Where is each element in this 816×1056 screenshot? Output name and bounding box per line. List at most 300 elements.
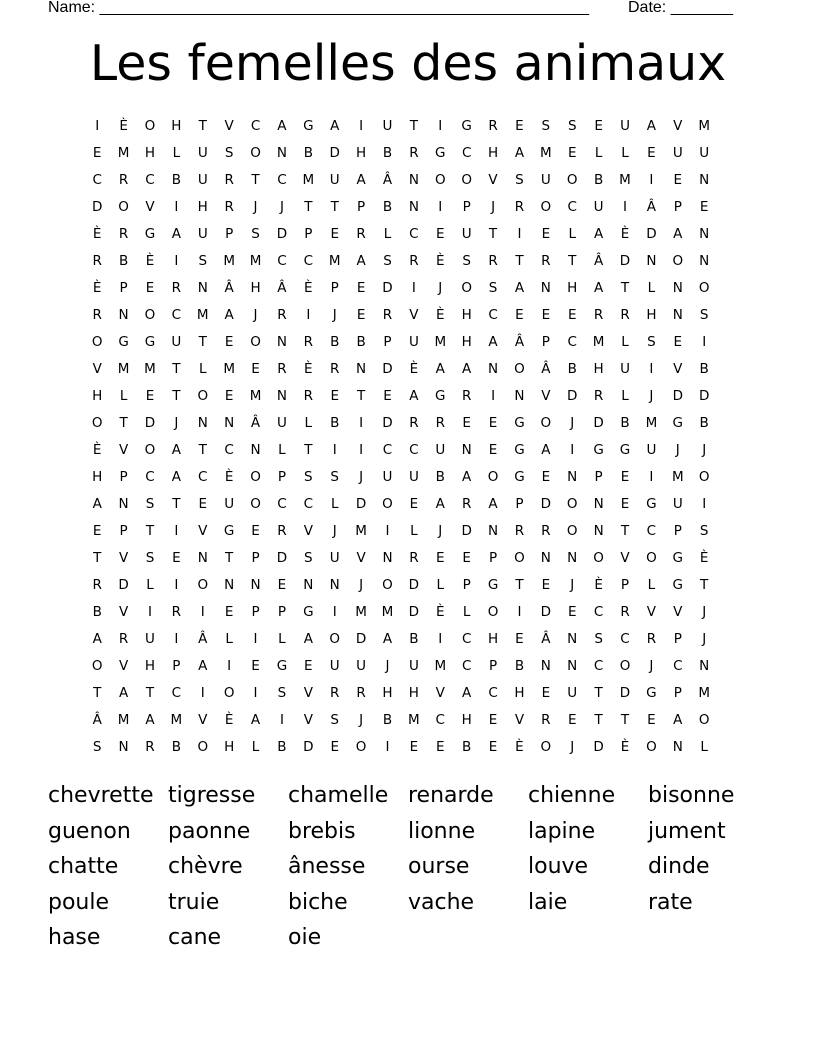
grid-letter: P (488, 658, 498, 674)
grid-letter: N (408, 172, 419, 188)
grid-letter: R (171, 604, 182, 620)
grid-letter: E (304, 658, 313, 674)
grid-letter: L (198, 361, 207, 377)
grid-letter: A (277, 118, 287, 134)
grid-letter: S (567, 118, 577, 134)
grid-letter: P (172, 658, 181, 674)
grid-letter: C (250, 118, 261, 134)
grid-letter: I (200, 604, 205, 620)
grid-letter: L (621, 145, 629, 161)
grid-letter: L (647, 577, 656, 593)
grid-letter: T (93, 550, 102, 566)
grid-letter: A (514, 145, 525, 161)
grid-letter: N (514, 388, 525, 404)
grid-letter: L (462, 604, 471, 620)
grid-letter: J (491, 199, 496, 215)
grid-letter: I (253, 631, 258, 647)
grid-letter: A (462, 361, 472, 377)
grid-letter: A (462, 685, 472, 701)
grid-letter: N (540, 550, 551, 566)
grid-letter: J (332, 523, 337, 539)
grid-letter: A (673, 226, 683, 242)
grid-letter: B (699, 361, 709, 377)
date-field-label: Date: _______ (628, 0, 733, 16)
grid-letter: E (620, 496, 630, 512)
grid-letter: A (514, 280, 525, 296)
grid-row (84, 168, 756, 195)
grid-letter: N (593, 496, 604, 512)
grid-letter: N (118, 496, 129, 512)
grid-letter: E (515, 631, 524, 647)
grid-letter: G (646, 685, 657, 701)
grid-letter: J (649, 388, 654, 404)
grid-letter: O (461, 280, 472, 296)
grid-letter: E (92, 145, 102, 161)
grid-letter: S (330, 712, 339, 728)
grid-letter: S (462, 253, 471, 269)
grid-row (84, 411, 756, 438)
grid-letter: J (570, 415, 575, 431)
grid-letter: H (514, 685, 525, 701)
grid-letter: U (197, 172, 208, 188)
word-list-item: hase (48, 925, 101, 950)
grid-letter: B (382, 145, 393, 161)
grid-letter: P (488, 550, 498, 566)
grid-letter: C (92, 172, 102, 188)
grid-letter: P (119, 469, 128, 485)
grid-row (84, 222, 756, 249)
grid-letter: E (436, 226, 445, 242)
grid-letter: A (224, 307, 234, 323)
grid-letter: H (408, 685, 419, 701)
grid-letter: S (699, 307, 709, 323)
grid-row (84, 303, 756, 330)
grid-letter: L (621, 334, 629, 350)
grid-letter: Â (514, 334, 525, 350)
grid-letter: B (382, 712, 393, 728)
grid-letter: È (224, 712, 234, 728)
grid-letter: O (197, 577, 209, 593)
grid-letter: H (171, 118, 182, 134)
grid-letter: N (646, 253, 657, 269)
grid-letter: E (567, 145, 577, 161)
grid-letter: N (224, 577, 235, 593)
grid-row (84, 627, 756, 654)
word-list-item: brebis (288, 818, 356, 844)
grid-letter: P (673, 631, 682, 647)
grid-letter: H (382, 685, 393, 701)
grid-letter: U (382, 469, 393, 485)
grid-letter: P (277, 469, 286, 485)
grid-letter: M (302, 172, 315, 188)
grid-letter: V (303, 523, 313, 539)
grid-letter: O (250, 496, 261, 512)
grid-letter: A (488, 496, 498, 512)
grid-letter: R (118, 226, 129, 242)
grid-letter: V (118, 550, 129, 566)
grid-letter: G (303, 604, 314, 620)
grid-letter: C (198, 469, 208, 485)
grid-letter: O (646, 739, 657, 755)
grid-letter: J (253, 199, 258, 215)
grid-letter: S (251, 226, 260, 242)
grid-letter: U (408, 334, 419, 350)
grid-letter: O (118, 199, 129, 215)
grid-letter: T (356, 388, 366, 404)
grid-letter: G (672, 577, 684, 593)
grid-letter: A (673, 712, 683, 728)
grid-letter: R (409, 415, 419, 431)
grid-letter: R (409, 550, 419, 566)
grid-letter: V (224, 118, 234, 134)
word-list-item: dinde (648, 854, 710, 879)
grid-letter: B (330, 334, 340, 350)
word-list-item: rate (648, 889, 693, 915)
grid-letter: N (276, 388, 287, 404)
grid-letter: N (250, 577, 261, 593)
grid-letter: R (382, 307, 393, 323)
grid-letter: C (593, 658, 604, 674)
grid-row (84, 492, 756, 519)
grid-letter: C (382, 442, 393, 458)
grid-letter: P (673, 685, 682, 701)
grid-letter: E (488, 415, 498, 431)
grid-letter: P (357, 199, 366, 215)
grid-letter: È (620, 739, 630, 755)
grid-letter: N (382, 550, 393, 566)
grid-letter: E (699, 199, 709, 215)
grid-letter: D (646, 226, 657, 242)
grid-row (84, 681, 756, 708)
grid-letter: L (172, 145, 181, 161)
grid-row (84, 195, 756, 222)
grid-letter: J (702, 631, 707, 647)
grid-letter: T (251, 172, 260, 188)
grid-letter: È (224, 469, 234, 485)
grid-letter: V (118, 658, 129, 674)
grid-letter: T (594, 685, 603, 701)
grid-letter: C (461, 658, 472, 674)
grid-letter: I (623, 199, 627, 215)
grid-letter: V (118, 604, 129, 620)
grid-letter: C (145, 172, 155, 188)
grid-letter: H (92, 388, 103, 404)
word-list-item: tigresse (168, 783, 256, 808)
grid-letter: È (436, 253, 445, 269)
grid-letter: O (144, 307, 156, 323)
grid-letter: P (673, 199, 682, 215)
grid-letter: B (92, 604, 102, 620)
grid-letter: M (619, 172, 631, 188)
grid-letter: U (356, 658, 367, 674)
grid-letter: C (435, 712, 445, 728)
grid-letter: G (435, 388, 446, 404)
grid-letter: D (382, 415, 393, 431)
grid-letter: G (514, 415, 525, 431)
grid-letter: M (408, 712, 420, 728)
grid-letter: I (174, 253, 179, 269)
grid-letter: M (249, 388, 262, 404)
grid-letter: H (144, 145, 156, 161)
grid-letter: M (671, 469, 684, 485)
grid-letter: I (385, 523, 390, 539)
grid-letter: J (570, 739, 575, 755)
grid-letter: E (488, 712, 498, 728)
grid-letter: E (198, 496, 208, 512)
grid-letter: B (593, 172, 604, 188)
grid-letter: P (673, 523, 682, 539)
grid-letter: U (224, 496, 235, 512)
grid-letter: E (462, 415, 471, 431)
grid-letter: E (409, 739, 419, 755)
grid-letter: È (436, 604, 445, 620)
grid-letter: V (303, 712, 313, 728)
grid-letter: I (253, 685, 258, 701)
word-list-item: laie (528, 889, 568, 915)
grid-letter: N (567, 631, 578, 647)
grid-letter: N (699, 172, 710, 188)
name-field-label: Name: _______________________________________________________ (48, 0, 589, 16)
word-list-item: guenon (48, 818, 131, 844)
grid-letter: L (383, 226, 392, 242)
grid-letter: E (224, 604, 234, 620)
grid-letter: C (171, 307, 182, 323)
grid-letter: S (145, 496, 155, 512)
grid-letter: I (174, 577, 179, 593)
grid-letter: E (356, 280, 366, 296)
grid-letter: H (92, 469, 103, 485)
grid-letter: H (593, 361, 604, 377)
grid-letter: R (92, 577, 102, 593)
grid-letter: C (303, 496, 314, 512)
grid-letter: M (381, 604, 394, 620)
grid-letter: H (646, 307, 657, 323)
grid-row (84, 546, 756, 573)
grid-letter: G (118, 334, 129, 350)
grid-letter: R (303, 334, 314, 350)
grid-letter: N (699, 658, 710, 674)
grid-letter: J (332, 307, 337, 323)
grid-letter: E (251, 523, 260, 539)
grid-letter: U (699, 145, 710, 161)
grid-letter: O (250, 334, 261, 350)
grid-letter: S (145, 550, 155, 566)
word-list-item: poule (48, 889, 110, 915)
grid-letter: I (385, 739, 390, 755)
grid-letter: R (435, 415, 445, 431)
grid-letter: R (593, 307, 604, 323)
word-list-item: ourse (408, 854, 470, 879)
grid-letter: L (330, 496, 339, 512)
grid-letter: R (409, 145, 419, 161)
grid-letter: A (382, 631, 393, 647)
grid-letter: E (567, 712, 577, 728)
grid-letter: O (698, 712, 710, 728)
grid-letter: Â (541, 361, 551, 377)
grid-letter: I (95, 118, 100, 134)
grid-letter: M (698, 685, 710, 701)
grid-letter: N (303, 577, 314, 593)
grid-letter: D (91, 199, 103, 215)
grid-letter: J (385, 658, 390, 674)
grid-letter: E (356, 307, 366, 323)
grid-letter: M (249, 253, 262, 269)
grid-letter: S (541, 118, 551, 134)
grid-letter: V (198, 523, 208, 539)
grid-letter: U (567, 685, 578, 701)
grid-letter: I (438, 118, 443, 134)
grid-letter: T (515, 577, 524, 593)
grid-letter: N (408, 199, 419, 215)
grid-letter: M (434, 334, 447, 350)
grid-letter: U (329, 172, 340, 188)
grid-letter: H (356, 145, 367, 161)
grid-letter: R (92, 253, 102, 269)
grid-letter: H (461, 712, 472, 728)
grid-letter: B (171, 739, 181, 755)
grid-letter: O (566, 172, 578, 188)
grid-letter: O (698, 280, 710, 296)
grid-letter: G (619, 442, 631, 458)
grid-letter: N (224, 415, 235, 431)
grid-letter: S (304, 469, 313, 485)
grid-letter: C (567, 199, 577, 215)
grid-letter: U (145, 631, 155, 647)
grid-letter: G (672, 550, 684, 566)
grid-letter: P (119, 280, 128, 296)
grid-letter: T (119, 415, 128, 431)
grid-letter: I (279, 712, 284, 728)
grid-letter: D (382, 361, 393, 377)
grid-letter: T (172, 361, 181, 377)
grid-letter: E (92, 523, 102, 539)
grid-letter: U (408, 658, 419, 674)
grid-letter: I (200, 685, 205, 701)
grid-letter: T (409, 118, 418, 134)
grid-letter: I (332, 442, 337, 458)
grid-letter: U (329, 550, 340, 566)
grid-letter: E (541, 307, 551, 323)
grid-letter: J (359, 712, 364, 728)
grid-letter: O (487, 604, 499, 620)
grid-letter: T (145, 685, 155, 701)
grid-letter: N (488, 523, 499, 539)
grid-letter: H (224, 739, 235, 755)
grid-letter: V (673, 604, 683, 620)
grid-letter: O (250, 469, 261, 485)
grid-letter: G (223, 523, 235, 539)
grid-letter: I (147, 604, 152, 620)
grid-letter: C (488, 685, 498, 701)
grid-row (84, 735, 756, 762)
grid-letter: H (144, 658, 156, 674)
grid-letter: C (593, 604, 604, 620)
grid-letter: P (620, 577, 630, 593)
grid-letter: O (461, 172, 472, 188)
grid-letter: D (276, 226, 288, 242)
grid-letter: A (435, 496, 445, 512)
grid-letter: S (224, 145, 234, 161)
grid-letter: A (356, 172, 366, 188)
grid-letter: H (567, 280, 578, 296)
grid-letter: O (250, 145, 261, 161)
grid-letter: R (488, 253, 498, 269)
grid-letter: M (698, 118, 710, 134)
grid-letter: T (172, 388, 181, 404)
grid-letter: Â (198, 631, 208, 647)
grid-row (84, 438, 756, 465)
grid-letter: U (171, 334, 182, 350)
grid-letter: M (117, 361, 130, 377)
grid-letter: R (620, 307, 630, 323)
grid-letter: È (92, 442, 102, 458)
grid-letter: J (279, 199, 284, 215)
grid-letter: A (330, 118, 340, 134)
grid-letter: M (355, 523, 367, 539)
grid-letter: C (277, 253, 287, 269)
grid-letter: D (567, 388, 578, 404)
grid-letter: R (118, 631, 129, 647)
grid-letter: T (620, 280, 630, 296)
grid-letter: E (224, 388, 234, 404)
grid-letter: B (567, 361, 577, 377)
grid-letter: O (91, 334, 103, 350)
grid-letter: P (541, 334, 550, 350)
grid-row (84, 384, 756, 411)
grid-letter: R (224, 199, 234, 215)
grid-letter: R (461, 496, 472, 512)
grid-letter: R (277, 307, 287, 323)
grid-letter: I (174, 199, 179, 215)
grid-letter: M (196, 307, 209, 323)
grid-letter: T (488, 226, 498, 242)
grid-letter: N (540, 280, 551, 296)
grid-letter: B (435, 469, 445, 485)
grid-letter: G (435, 145, 446, 161)
grid-letter: O (144, 442, 156, 458)
grid-letter: V (620, 550, 630, 566)
grid-letter: T (568, 253, 577, 269)
grid-letter: L (119, 388, 128, 404)
grid-letter: N (567, 550, 578, 566)
word-list-item: biche (288, 889, 348, 915)
grid-letter: È (436, 307, 445, 323)
grid-letter: V (145, 199, 155, 215)
grid-letter: E (567, 604, 577, 620)
grid-letter: R (541, 253, 551, 269)
grid-letter: D (461, 523, 472, 539)
grid-letter: V (646, 604, 657, 620)
grid-letter: S (383, 253, 392, 269)
grid-letter: J (359, 577, 364, 593)
grid-letter: E (330, 739, 339, 755)
grid-letter: E (436, 550, 445, 566)
grid-letter: O (646, 550, 657, 566)
grid-letter: U (672, 496, 683, 512)
grid-letter: I (517, 604, 522, 620)
grid-letter: O (593, 550, 604, 566)
grid-letter: G (461, 118, 472, 134)
grid-letter: P (594, 469, 603, 485)
grid-letter: N (276, 145, 287, 161)
grid-letter: È (699, 550, 709, 566)
grid-letter: D (540, 496, 552, 512)
grid-letter: È (145, 253, 155, 269)
grid-letter: V (673, 118, 683, 134)
grid-letter: T (172, 496, 181, 512)
grid-letter: M (144, 361, 156, 377)
grid-letter: E (567, 307, 577, 323)
